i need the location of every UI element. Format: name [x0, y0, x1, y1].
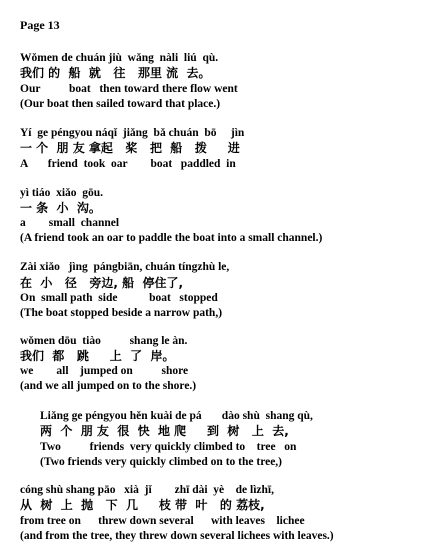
pinyin-line: wǒmen dōu tiào shang le àn.	[20, 335, 188, 347]
translation-line: (Our boat then sailed toward that place.)	[20, 98, 221, 110]
translation-line: (A friend took an oar to paddle the boat into a small channel.)	[20, 232, 323, 244]
hanzi-line: 我们 都 跳 上 了 岸。	[20, 349, 175, 363]
pinyin-line: Zài xiǎo jìng pángbiān, chuán tíngzhù le,	[20, 261, 230, 273]
pinyin-line: Wǒmen de chuán jiù wǎng nàli liú qù.	[20, 52, 219, 64]
gloss-line: Two friends very quickly climbed to tree on	[40, 441, 297, 453]
hanzi-line: 从 树 上 抛 下 几 枝 带 叶 的 荔枝,	[20, 498, 265, 512]
gloss-line: a small channel	[20, 217, 120, 229]
pinyin-line: yì tiáo xiǎo gōu.	[20, 187, 104, 199]
translation-line: (and we all jumped on to the shore.)	[20, 380, 197, 392]
gloss-line: A friend took oar boat paddled in	[20, 158, 236, 170]
gloss-line: Our boat then toward there flow went	[20, 83, 238, 95]
translation-line: (Two friends very quickly climbed on to the tree,)	[40, 456, 283, 468]
hanzi-line: 我们 的 船 就 往 那里 流 去。	[20, 66, 211, 80]
gloss-line: we all jumped on shore	[20, 365, 189, 377]
page-number: Page 13	[20, 18, 60, 32]
hanzi-line: 两 个 朋 友 很 快 地 爬 到 树 上 去,	[40, 424, 289, 438]
hanzi-line: 一 个 朋 友 拿起 桨 把 船 拨 进	[20, 141, 240, 155]
pinyin-line: cóng shù shang pāo xià jǐ zhī dài yè de lìzhī,	[20, 484, 274, 496]
translation-line: (The boat stopped beside a narrow path,)	[20, 307, 223, 319]
gloss-line: On small path side boat stopped	[20, 292, 218, 304]
hanzi-line: 在 小 径 旁边, 船 停住了,	[20, 276, 184, 290]
pinyin-line: Liǎng ge péngyou hěn kuài de pá dào shù shang qù,	[40, 410, 313, 422]
translation-line: (and from the tree, they threw down several lichees with leaves.)	[20, 530, 334, 542]
hanzi-line: 一 条 小 沟。	[20, 201, 101, 215]
pinyin-line: Yí ge péngyou náqǐ jiǎng bǎ chuán bō jìn	[20, 127, 245, 139]
gloss-line: from tree on threw down several with leaves lichee	[20, 515, 305, 527]
